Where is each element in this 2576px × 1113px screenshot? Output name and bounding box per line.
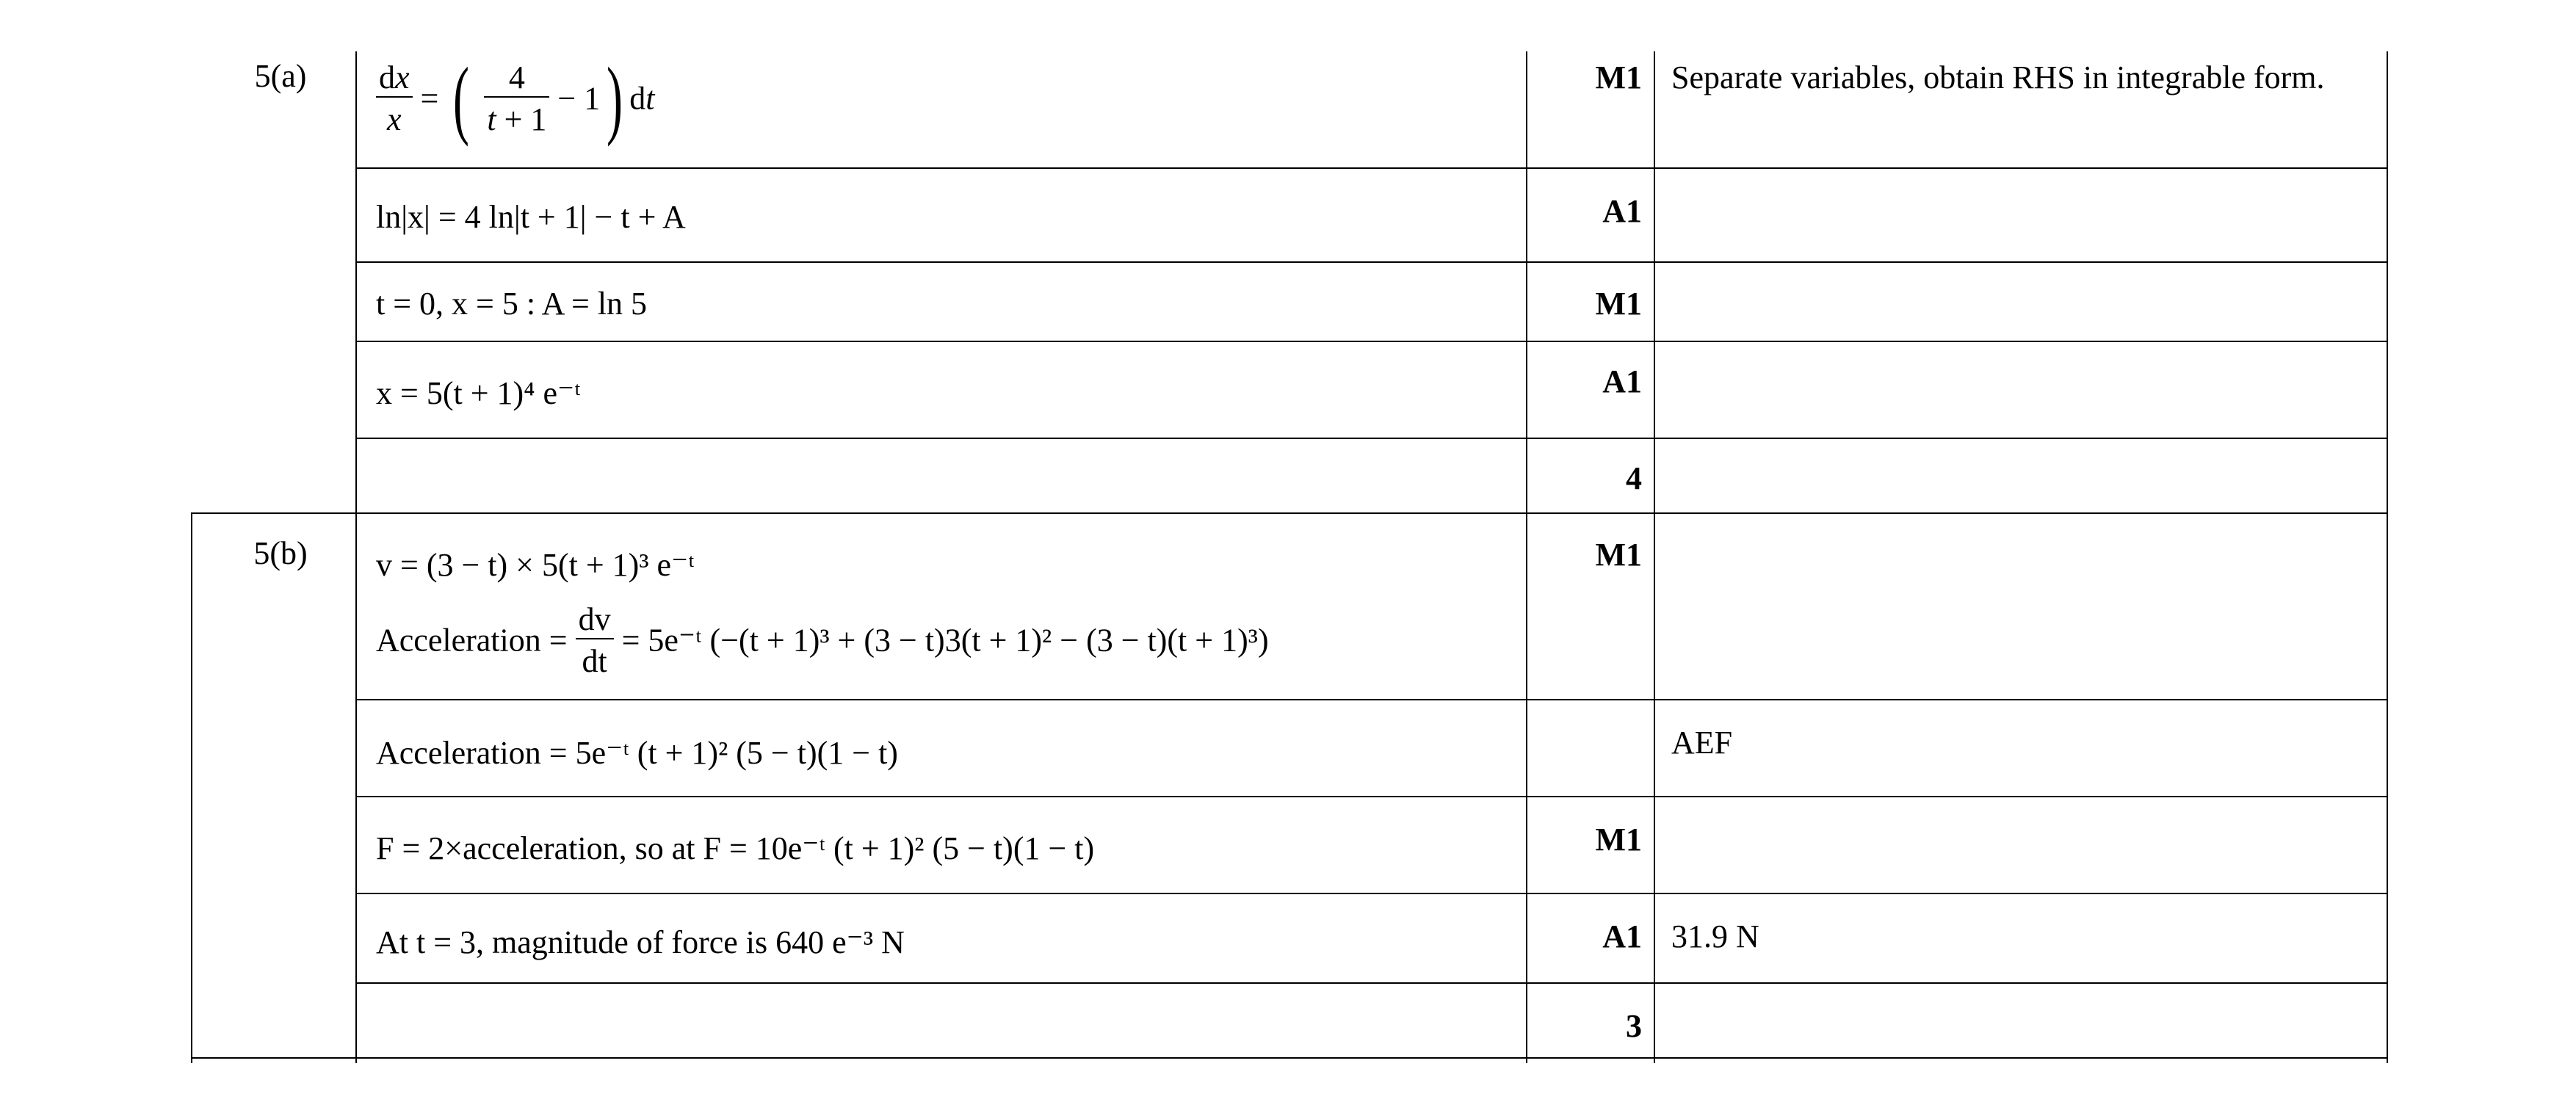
part-divider: [191, 512, 2388, 514]
question-label-5a: 5(a): [254, 58, 307, 94]
row-divider: [355, 893, 2388, 894]
working-force: F = 2×acceleration, so at F = 10e⁻ᵗ (t + 1)² (5 − t)(1 − t): [376, 830, 1095, 866]
working-log-equation: ln|x| = 4 ln|t + 1| − t + A: [376, 199, 686, 235]
guidance-note: 31.9 N: [1671, 918, 1759, 954]
mark-a1: A1: [1602, 363, 1642, 399]
working-velocity: v = (3 − t) × 5(t + 1)³ e⁻ᵗ: [376, 547, 695, 583]
guidance-note: AEF: [1671, 725, 1733, 761]
row-divider: [355, 699, 2388, 700]
mark-total-5a: 4: [1626, 460, 1642, 496]
working-solution-x: x = 5(t + 1)⁴ e⁻ᵗ: [376, 375, 581, 411]
row-divider: [355, 796, 2388, 797]
working-force-magnitude: At t = 3, magnitude of force is 640 e⁻³ N: [376, 924, 905, 960]
mark-m1: M1: [1595, 822, 1642, 858]
row-divider: [355, 341, 2388, 342]
fraction-dx-over-x: $\frac{dx}{x}$: [376, 59, 413, 138]
mark-m1: M1: [1595, 286, 1642, 322]
row-divider: [355, 167, 2388, 169]
fraction-4-over-t-plus-1: $\frac{4}{t + 1}$: [484, 59, 549, 138]
table-border-left: [191, 514, 192, 1063]
table-border-right: [2387, 51, 2388, 1063]
mark-a1: A1: [1602, 193, 1642, 229]
mark-a1: A1: [1602, 918, 1642, 954]
row-divider: [355, 261, 2388, 263]
mark-total-5b: 3: [1626, 1008, 1642, 1044]
mark-m1: M1: [1595, 59, 1642, 95]
question-label-5b: 5(b): [253, 535, 308, 571]
row-divider: [355, 438, 2388, 439]
column-divider-guidance: [1654, 51, 1655, 1063]
mark-m1: M1: [1595, 537, 1642, 573]
working-acceleration-derivative: Acceleration = $\frac{dv}{dt}$ = 5e⁻ᵗ (−(t + 1)³ + (3 − t)3(t + 1)² − (3 − t)(t + 1)³): [376, 601, 1269, 679]
guidance-note: Separate variables, obtain RHS in integrable form.: [1671, 59, 2325, 95]
working-separate-variables: $\frac{dx}{x}$ = ( $\frac{4}{t + 1}$ − 1) dt: [376, 59, 654, 138]
table-border-bottom: [191, 1057, 2388, 1059]
working-acceleration-factorised: Acceleration = 5e⁻ᵗ (t + 1)² (5 − t)(1 − t): [376, 735, 898, 771]
working-initial-condition: t = 0, x = 5 : A = ln 5: [376, 286, 648, 322]
fraction-dv-over-dt: $\frac{dv}{dt}$: [576, 601, 614, 680]
row-divider: [355, 982, 2388, 984]
